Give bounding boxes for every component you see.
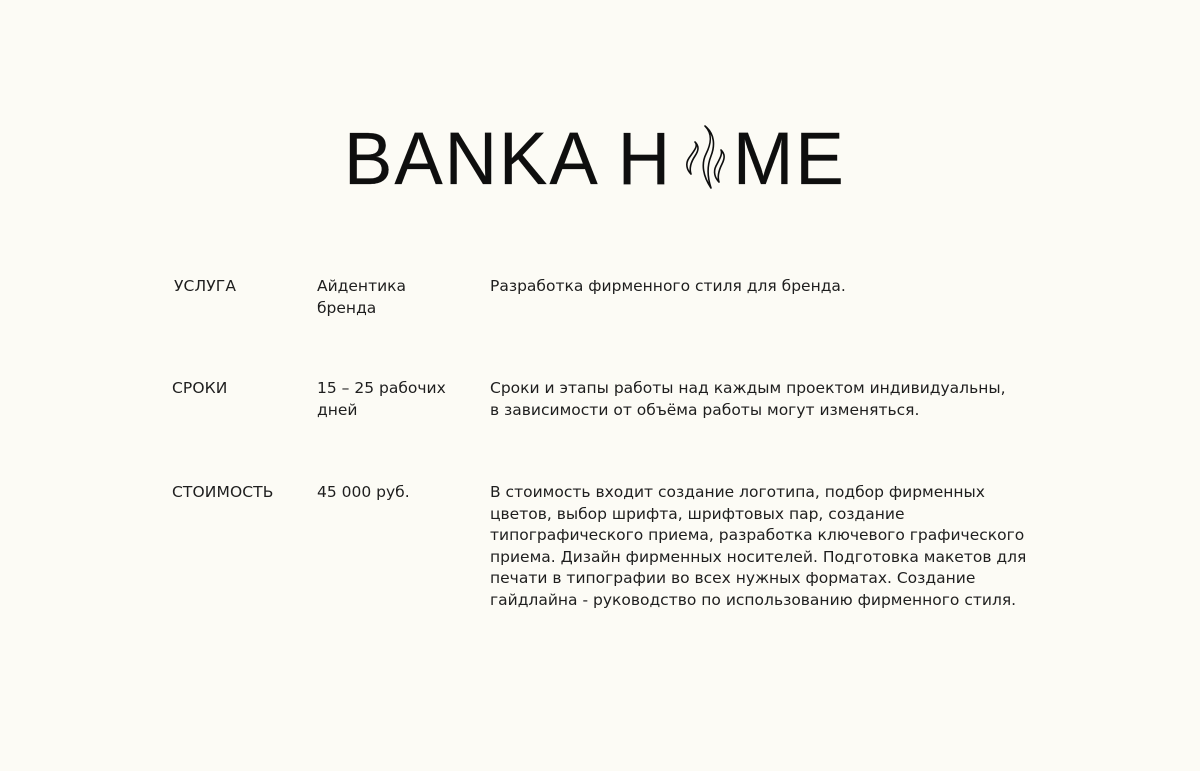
price-description-line: В стоимость входит создание логотипа, подбор фирменных [490,483,985,501]
service-value-line: Айдентика [317,277,407,295]
timeline-description-line: в зависимости от объёма работы могут изменяться. [490,400,920,419]
steam-icon [681,124,731,192]
service-value [317,276,467,319]
service-description [490,276,1035,298]
service-description-line: Разработка фирменного стиля для бренда. [490,277,846,295]
price-description-line: гайдлайна - руководство по использованию фирменного стиля. [490,590,1017,609]
brand-logo [344,117,848,200]
timeline-label: СРОКИ [172,379,228,397]
timeline-description [490,378,1035,421]
price-value [317,482,467,504]
logo-text-start: BANKA H [344,117,673,200]
service-label: УСЛУГА [174,277,237,295]
price-description-line: цветов, выбор шрифта, шрифтовых пар, создание [490,504,905,523]
price-description-line: печати в типографии во всех нужных форматах. Создание [490,569,976,588]
price-label: СТОИМОСТЬ [172,483,274,501]
logo-text-end: ME [732,117,846,200]
price-description [490,482,1035,612]
timeline-value [317,378,467,421]
service-value-line: бренда [317,298,377,317]
price-description-line: приема. Дизайн фирменных носителей. Подготовка макетов для [490,547,1027,566]
timeline-value-line: дней [317,400,358,419]
timeline-value-line: 15 – 25 рабочих [317,379,446,397]
price-description-line: типографического приема, разработка ключевого графического [490,526,1025,545]
price-value-line: 45 000 руб. [317,483,410,501]
timeline-description-line: Сроки и этапы работы над каждым проектом индивидуальны, [490,379,1006,397]
